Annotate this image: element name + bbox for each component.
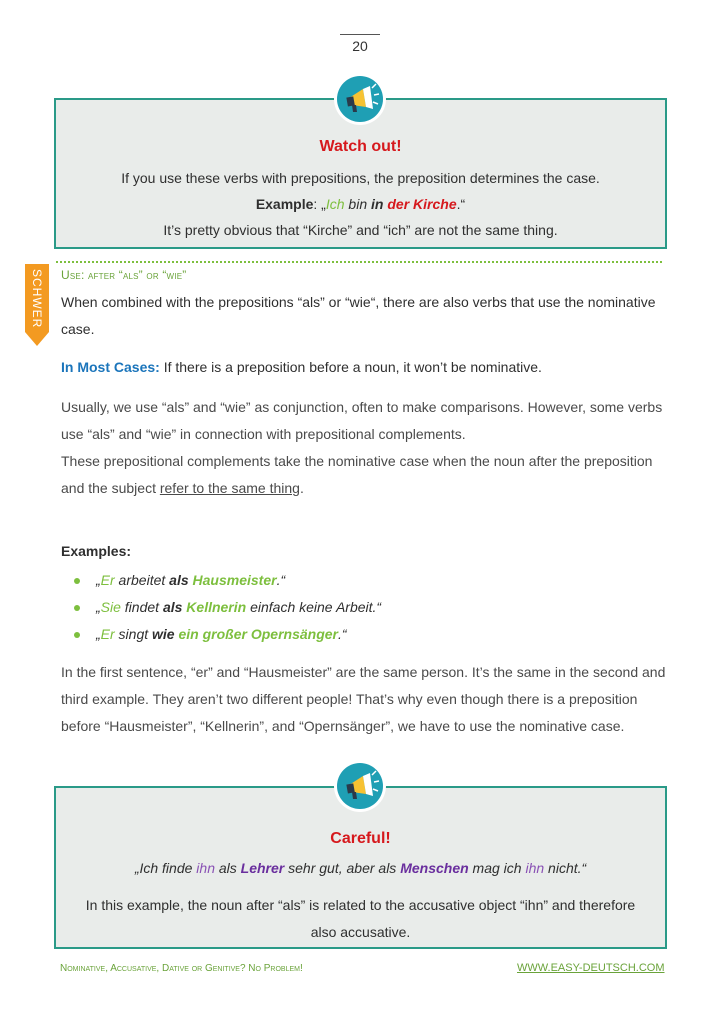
usually-part3: .: [299, 480, 304, 496]
examples-label: Examples:: [61, 543, 132, 559]
megaphone-icon: [337, 76, 383, 122]
difficulty-tab-label: SCHWER: [30, 269, 44, 329]
quote-open: „: [96, 599, 101, 615]
example-verb: findet: [120, 599, 163, 615]
most-cases-text: If there is a preposition before a noun, it won’t be nominative.: [159, 359, 542, 375]
careful-quote: [56, 860, 665, 876]
bullet-dot: [74, 578, 80, 584]
example-subject: Er: [100, 626, 115, 642]
example-item: [74, 594, 381, 620]
watch-out-title: Watch out!: [319, 138, 402, 155]
example-item: [74, 621, 347, 647]
example-preposition: wie: [152, 626, 175, 642]
section-heading: Use: after “als” or “wie”: [61, 268, 187, 282]
example-subject: Er: [100, 572, 115, 588]
example-bin: bin: [344, 196, 372, 212]
footer-title: Nominative, Accusative, Dative or Genitive? No Problem!: [60, 963, 303, 974]
careful-mag: mag ich: [468, 860, 526, 876]
usually-part2: These prepositional complements take the nominative case when the noun after the preposition and the subject: [61, 453, 653, 496]
careful-ihn: ihn: [196, 860, 215, 876]
watch-out-example: [56, 196, 665, 212]
careful-quote-end: nicht.“: [544, 860, 587, 876]
careful-lehrer: Lehrer: [240, 860, 285, 876]
footer-link[interactable]: WWW.EASY-DEUTSCH.COM: [517, 962, 665, 974]
megaphone-badge: [334, 73, 386, 125]
careful-title: Careful!: [330, 830, 391, 847]
example-end: .“: [276, 572, 286, 588]
quote-open: „: [96, 626, 101, 642]
example-item: [74, 567, 285, 593]
example-noun: ein großer Opernsänger: [178, 626, 338, 642]
usually-part1: Usually, we use “als” and “wie” as conjunction, often to make comparisons. However, some verbs use “als” and “wie” in connection with prepositional complements.: [61, 399, 663, 442]
usually-paragraph: [61, 394, 671, 502]
megaphone-badge: [334, 760, 386, 812]
careful-menschen: Menschen: [400, 860, 469, 876]
example-verb: arbeitet: [114, 572, 170, 588]
careful-ihn: ihn: [525, 860, 545, 876]
most-cases-paragraph: [61, 354, 671, 381]
careful-als: als: [214, 860, 241, 876]
example-colon: : „: [313, 196, 326, 212]
watch-out-line3: It’s pretty obvious that “Kirche” and “ich” are not the same thing.: [163, 222, 558, 238]
usually-underlined: refer to the same thing: [159, 480, 300, 496]
bullet-dot: [74, 632, 80, 638]
intro-paragraph: When combined with the prepositions “als” or “wie“, there are also verbs that use the nominative case.: [61, 294, 656, 337]
example-label: Example: [255, 196, 314, 212]
megaphone-icon: [337, 763, 383, 809]
example-end: .“: [337, 626, 347, 642]
example-preposition: als: [169, 572, 189, 588]
careful-quote-mid: sehr gut, aber als: [284, 860, 401, 876]
careful-note: In this example, the noun after “als” is related to the accusative object “ihn” and therefore also accusative.: [85, 897, 636, 940]
example-subject: Sie: [100, 599, 121, 615]
example-der-kirche: der Kirche: [387, 196, 457, 212]
most-cases-label: In Most Cases:: [61, 359, 160, 375]
example-in: in: [371, 196, 384, 212]
example-verb: singt: [114, 626, 153, 642]
page-number: 20: [352, 38, 368, 54]
difficulty-tab-tip: [25, 332, 49, 346]
example-end: einfach keine Arbeit.“: [246, 599, 382, 615]
example-ich: Ich: [325, 196, 345, 212]
explanation-paragraph: In the first sentence, “er” and “Hausmeister” are the same person. It’s the same in the second and third example. They aren’t two different people! That’s why even though there is a preposition before “Hausmeister”, “Kellnerin”, and “Opernsänger”, we have to use the nominative case.: [61, 664, 666, 734]
example-preposition: als: [162, 599, 183, 615]
page-number-rule: [340, 34, 380, 35]
example-noun: Hausmeister: [192, 572, 277, 588]
usually-part2-line: [61, 448, 671, 502]
example-noun: Kellnerin: [186, 599, 247, 615]
careful-quote-start: „Ich finde: [134, 860, 197, 876]
quote-open: „: [96, 572, 101, 588]
bullet-dot: [74, 605, 80, 611]
watch-out-line1: If you use these verbs with prepositions, the preposition determines the case.: [121, 170, 600, 186]
section-divider: [56, 261, 662, 263]
example-end: .“: [456, 196, 466, 212]
